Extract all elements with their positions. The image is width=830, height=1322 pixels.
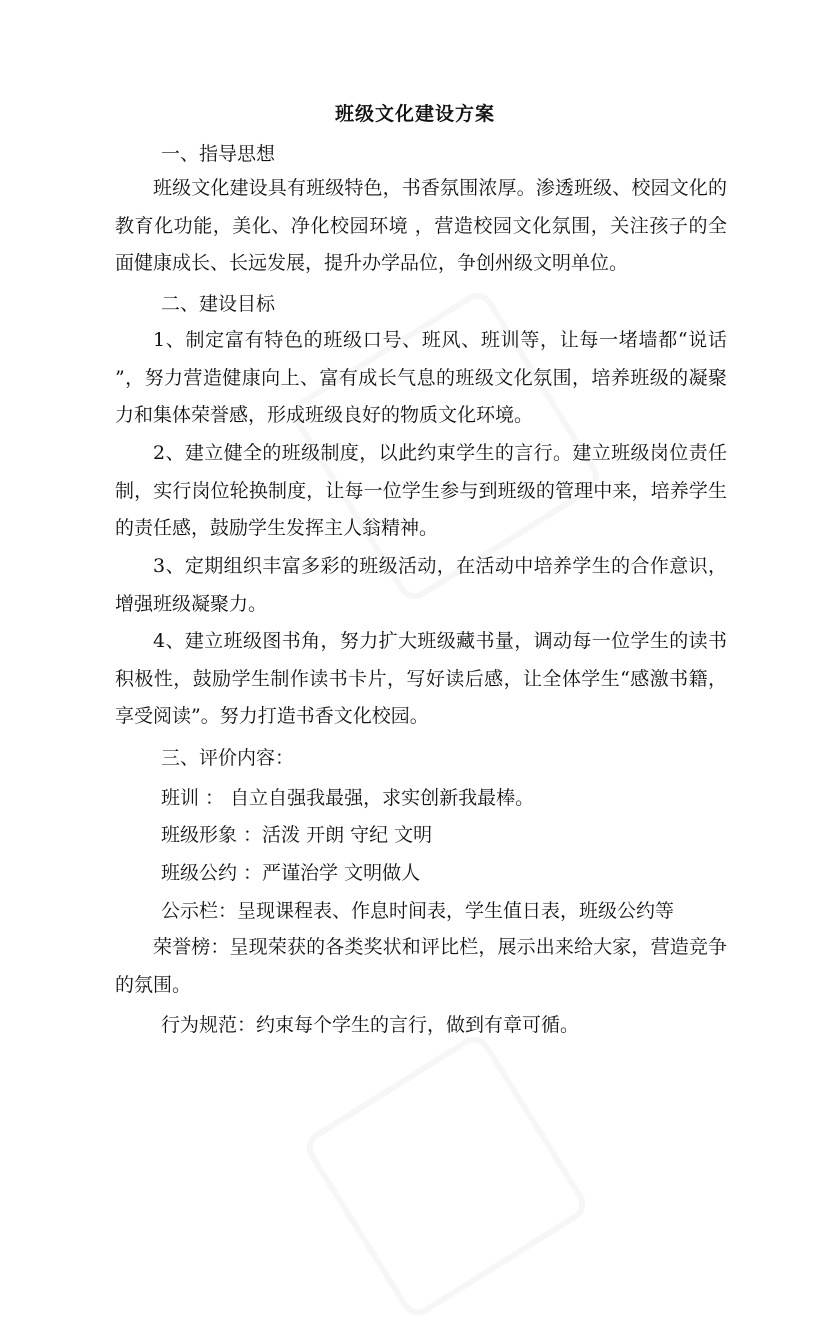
goal-item-2: 2、建立健全的班级制度，以此约束学生的言行。建立班级岗位责任制，实行岗位轮换制度，让每一位学生参与到班级的管理中来，培养学生的责任感，鼓励学生发挥主人翁精神。 — [115, 442, 727, 540]
evaluation-behavior-norms: 行为规范：约束每个学生的言行，做到有章可循。 — [161, 1014, 580, 1036]
evaluation-bulletin-board: 公示栏：呈现课程表、作息时间表，学生值日表，班级公约等 — [161, 900, 675, 922]
goal-item-3: 3、定期组织丰富多彩的班级活动，在活动中培养学生的合作意识，增强班级凝聚力。 — [115, 555, 727, 615]
section-body-guiding-thought: 班级文化建设具有班级特色，书香氛围浓厚。渗透班级、校园文化的教育化功能，美化、净化校园环境 ，营造校园文化氛围，关注孩子的全面健康成长、长远发展，提升办学品位，争创州级文明单位。 — [115, 177, 727, 275]
section-heading-evaluation: 三、评价内容： — [161, 747, 295, 769]
evaluation-class-motto: 班训 ： 自立自强我最强，求实创新我最棒。 — [161, 787, 535, 809]
section-heading-goals: 二、建设目标 — [161, 293, 276, 315]
evaluation-class-convention: 班级公约 ：严谨治学 文明做人 — [161, 862, 421, 884]
section-heading-guiding-thought: 一、指导思想 — [161, 143, 276, 165]
evaluation-class-image: 班级形象 ：活泼 开朗 守纪 文明 — [161, 824, 433, 846]
goal-item-4: 4、建立班级图书角，努力扩大班级藏书量，调动每一位学生的读书积极性，鼓励学生制作读书卡片，写好读后感，让全体学生“感激书籍，享受阅读”。努力打造书香文化校园。 — [115, 630, 727, 728]
document-title: 班级文化建设方案 — [334, 103, 495, 125]
watermark-shape — [300, 1030, 592, 1322]
goal-item-1: 1、制定富有特色的班级口号、班风、班训等，让每一堵墙都“说话 ”，努力营造健康向上、富有成长气息的班级文化氛围，培养班级的凝聚力和集体荣誉感，形成班级良好的物质文化环境。 — [115, 329, 727, 427]
evaluation-honor-roll: 荣誉榜：呈现荣获的各类奖状和评比栏，展示出来给大家，营造竞争的氛围。 — [115, 936, 727, 996]
